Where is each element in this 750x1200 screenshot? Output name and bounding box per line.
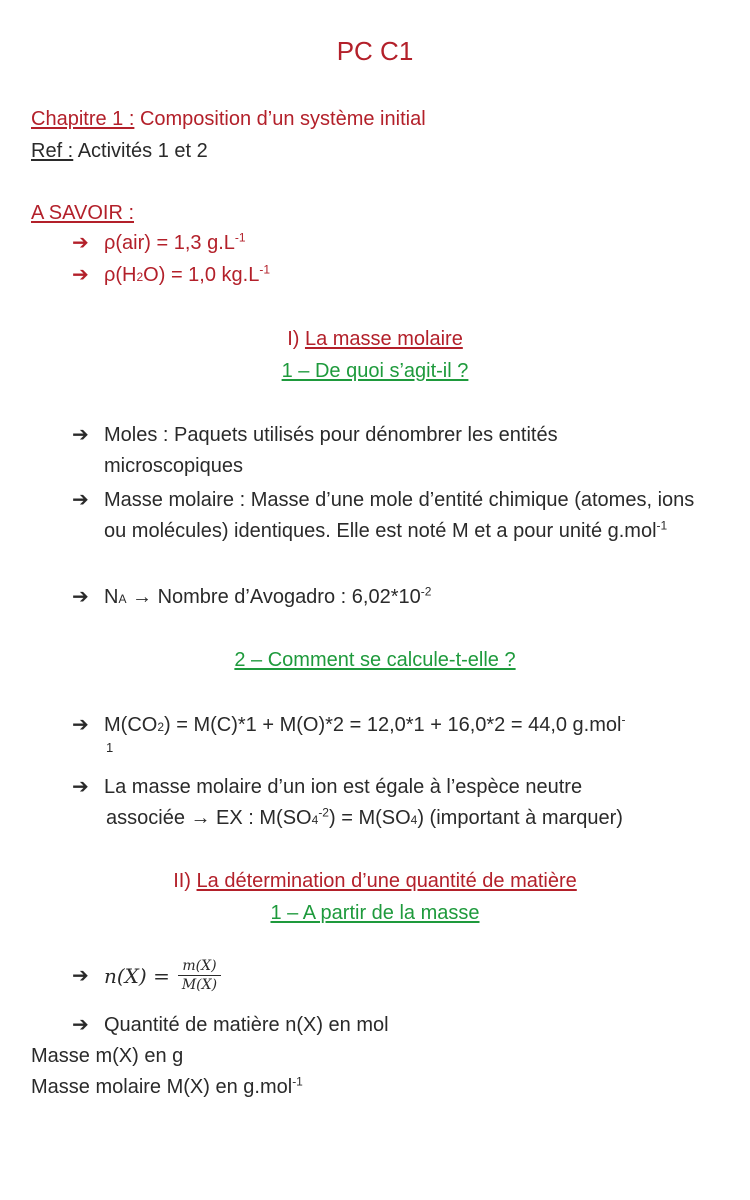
savoir-heading: A SAVOIR : [31,202,134,224]
savoir-item-air: ➔ ρ(air) = 1,3 $g.L^{-1}$ [72,228,246,259]
ref-line [31,136,208,167]
page-title: PC C1 [336,36,414,66]
section1-subtitle-1: 1 – De quoi s’agit-il ? [281,360,469,382]
chapter-label: Chapitre 1 : [31,108,135,130]
ref-text: Activités 1 et 2 [73,140,208,162]
list-item: ➔ NA → Nombre d’Avogadro : $6,02*10^{-2}$ [72,582,431,613]
arrow-right-icon: ➔ [72,424,89,446]
formula-lhs: n(X) = [104,963,170,988]
arrow-right-icon: ➔ [72,489,89,511]
list-item: ➔ Masse molaire : Masse d’une mole d’entité chimique (atomes, ions ou molécules) identiques. Elle est noté M et a pour unité g.mol$^{-1}$ [72,485,712,547]
masse-molaire-line: Masse molaire M(X) en g.mol$^{-1}$ [31,1074,303,1098]
list-item: ➔ Quantité de matière n(X) en mol [72,1010,389,1041]
formula-fraction: $\frac{m(X)}{M(X)}$ [178,958,221,993]
arrow-right-icon: ➔ [72,232,89,254]
arrow-right-icon: ➔ [72,714,89,736]
chapter-text: Composition d’un système initial [134,108,426,130]
section2-title: II) La détermination d’une quantité de matière [173,870,577,892]
arrow-right-icon: ➔ [72,586,89,608]
formula-line [72,958,221,993]
arrow-right-icon: ➔ [72,965,89,987]
list-item: ➔ Moles : Paquets utilisés pour dénombrer les entités microscopiques [72,420,712,482]
exponent-wrap: 1 [106,740,114,755]
arrow-right-icon: ➔ [72,1014,89,1036]
list-item-continuation: associée → EX : $M(SO4^{-2}) = M(SO4)$ (important à marquer) [106,805,623,829]
savoir-item-water: ➔ ρ(H2O) = 1,0 $kg.L^{-1}$ [72,260,270,291]
ref-label: Ref : [31,140,74,162]
arrow-right-icon: ➔ [72,264,89,286]
section2-subtitle-1: 1 – A partir de la masse [270,902,480,924]
chapter-line [31,104,426,135]
section1-subtitle-2: 2 – Comment se calcule-t-elle ? [234,649,516,671]
arrow-right-icon: ➔ [72,776,89,798]
section1-title: I) La masse molaire [287,328,463,350]
list-item: ➔ La masse molaire d’un ion est égale à l’espèce neutre [72,772,582,803]
masse-line: Masse m(X) en g [31,1045,184,1067]
list-item: ➔ M(CO2) = M(C)*1 + M(O)*2 = 12,0*1 + 16,0*2 = 44,0 g.mol- [72,710,625,741]
